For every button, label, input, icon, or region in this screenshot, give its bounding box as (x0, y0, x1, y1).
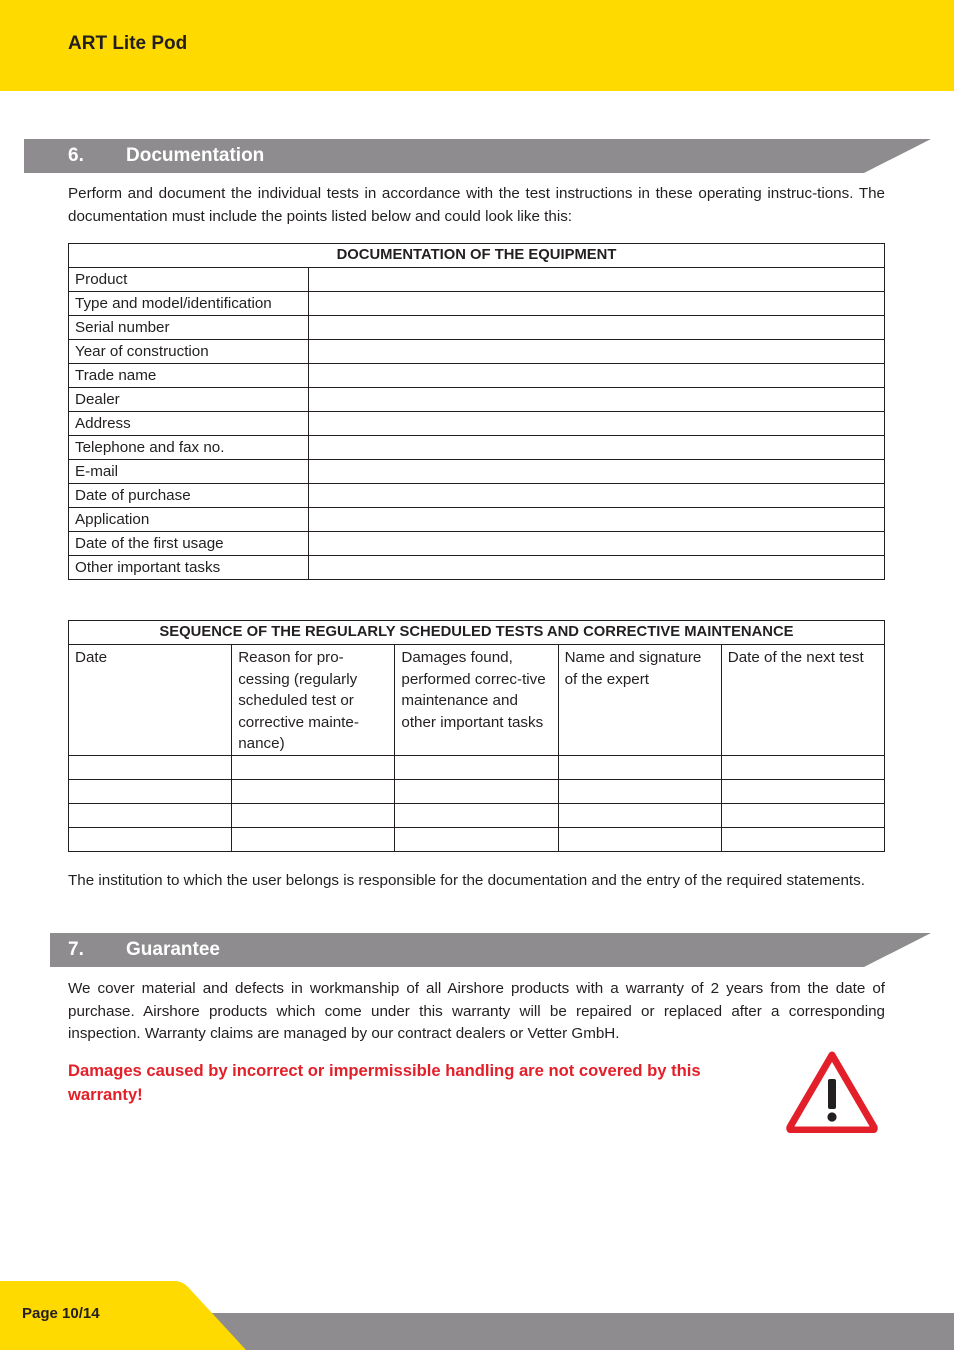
column-header-damages: Damages found, performed correc-tive maintenance and other important tasks (395, 645, 558, 756)
entry-cell[interactable] (395, 803, 558, 827)
value-cell[interactable] (309, 508, 885, 532)
value-cell[interactable] (309, 412, 885, 436)
row-label: Serial number (69, 316, 309, 340)
row-label: Year of construction (69, 340, 309, 364)
row-label: E-mail (69, 460, 309, 484)
table-row (69, 316, 885, 340)
table-row (69, 827, 885, 851)
warranty-warning: Damages caused by incorrect or impermissible handling are not covered by this warranty! (68, 1061, 701, 1104)
table-row (69, 436, 885, 460)
row-label: Trade name (69, 364, 309, 388)
value-cell[interactable] (309, 340, 885, 364)
entry-cell[interactable] (232, 755, 395, 779)
section-7-number: 7. (68, 939, 84, 960)
row-label: Dealer (69, 388, 309, 412)
entry-cell[interactable] (69, 803, 232, 827)
entry-cell[interactable] (558, 827, 721, 851)
table-row (69, 755, 885, 779)
maintenance-sequence-table (68, 620, 885, 852)
entry-cell[interactable] (232, 827, 395, 851)
entry-cell[interactable] (721, 755, 884, 779)
entry-cell[interactable] (558, 755, 721, 779)
row-label: Other important tasks (69, 556, 309, 580)
section-6-title: Documentation (126, 145, 265, 166)
sequence-table-heading: SEQUENCE OF THE REGULARLY SCHEDULED TESTS AND CORRECTIVE MAINTENANCE (69, 621, 885, 645)
equipment-documentation-table (68, 243, 885, 580)
table-row (69, 364, 885, 388)
document-title: ART Lite Pod (68, 33, 188, 54)
table-row (69, 388, 885, 412)
entry-cell[interactable] (721, 827, 884, 851)
value-cell[interactable] (309, 268, 885, 292)
equipment-table-heading: DOCUMENTATION OF THE EQUIPMENT (69, 244, 885, 268)
row-label: Date of purchase (69, 484, 309, 508)
value-cell[interactable] (309, 532, 885, 556)
entry-cell[interactable] (232, 779, 395, 803)
warning-triangle-icon (786, 1051, 878, 1137)
value-cell[interactable] (309, 436, 885, 460)
section-6-number: 6. (68, 145, 84, 166)
row-label: Product (69, 268, 309, 292)
entry-cell[interactable] (395, 827, 558, 851)
table-row (69, 779, 885, 803)
entry-cell[interactable] (558, 779, 721, 803)
section-6-bar (24, 139, 931, 175)
entry-cell[interactable] (232, 803, 395, 827)
table-row (69, 508, 885, 532)
row-label: Telephone and fax no. (69, 436, 309, 460)
column-header-date: Date (69, 645, 232, 756)
table-row (69, 412, 885, 436)
entry-cell[interactable] (395, 779, 558, 803)
value-cell[interactable] (309, 316, 885, 340)
row-label: Address (69, 412, 309, 436)
table-row (69, 803, 885, 827)
table-row (69, 292, 885, 316)
section-7-title: Guarantee (126, 939, 220, 960)
entry-cell[interactable] (69, 755, 232, 779)
row-label: Application (69, 508, 309, 532)
table-row (69, 340, 885, 364)
guarantee-body: We cover material and defects in workmanship of all Airshore products with a warranty of 2 years from the date of purchase. Airshore products which come under this warranty will be repaired or replaced after a corresponding inspection. Warranty claims are managed by our contract dealers or Vetter GmbH. (68, 980, 885, 1042)
table-row (69, 556, 885, 580)
row-label: Date of the first usage (69, 532, 309, 556)
responsibility-note: The institution to which the user belongs is responsible for the documentation and the entry of the required statements. (68, 872, 865, 889)
value-cell[interactable] (309, 364, 885, 388)
table-row (69, 460, 885, 484)
value-cell[interactable] (309, 556, 885, 580)
entry-cell[interactable] (69, 827, 232, 851)
value-cell[interactable] (309, 388, 885, 412)
table-row (69, 484, 885, 508)
entry-cell[interactable] (395, 755, 558, 779)
column-header-next-test: Date of the next test (721, 645, 884, 756)
row-label: Type and model/identification (69, 292, 309, 316)
table-row (69, 532, 885, 556)
section-7-bar (50, 933, 931, 969)
value-cell[interactable] (309, 460, 885, 484)
table-row (69, 268, 885, 292)
page-number: Page 10/14 (22, 1305, 100, 1322)
value-cell[interactable] (309, 292, 885, 316)
entry-cell[interactable] (558, 803, 721, 827)
entry-cell[interactable] (721, 779, 884, 803)
column-header-expert: Name and signature of the expert (558, 645, 721, 756)
value-cell[interactable] (309, 484, 885, 508)
section-6-intro: Perform and document the individual tests in accordance with the test instructions in these operating instruc-tions. The documentation must include the points listed below and could look like this: (68, 185, 885, 225)
column-header-reason: Reason for pro-cessing (regularly scheduled test or corrective mainte-nance) (232, 645, 395, 756)
entry-cell[interactable] (721, 803, 884, 827)
entry-cell[interactable] (69, 779, 232, 803)
